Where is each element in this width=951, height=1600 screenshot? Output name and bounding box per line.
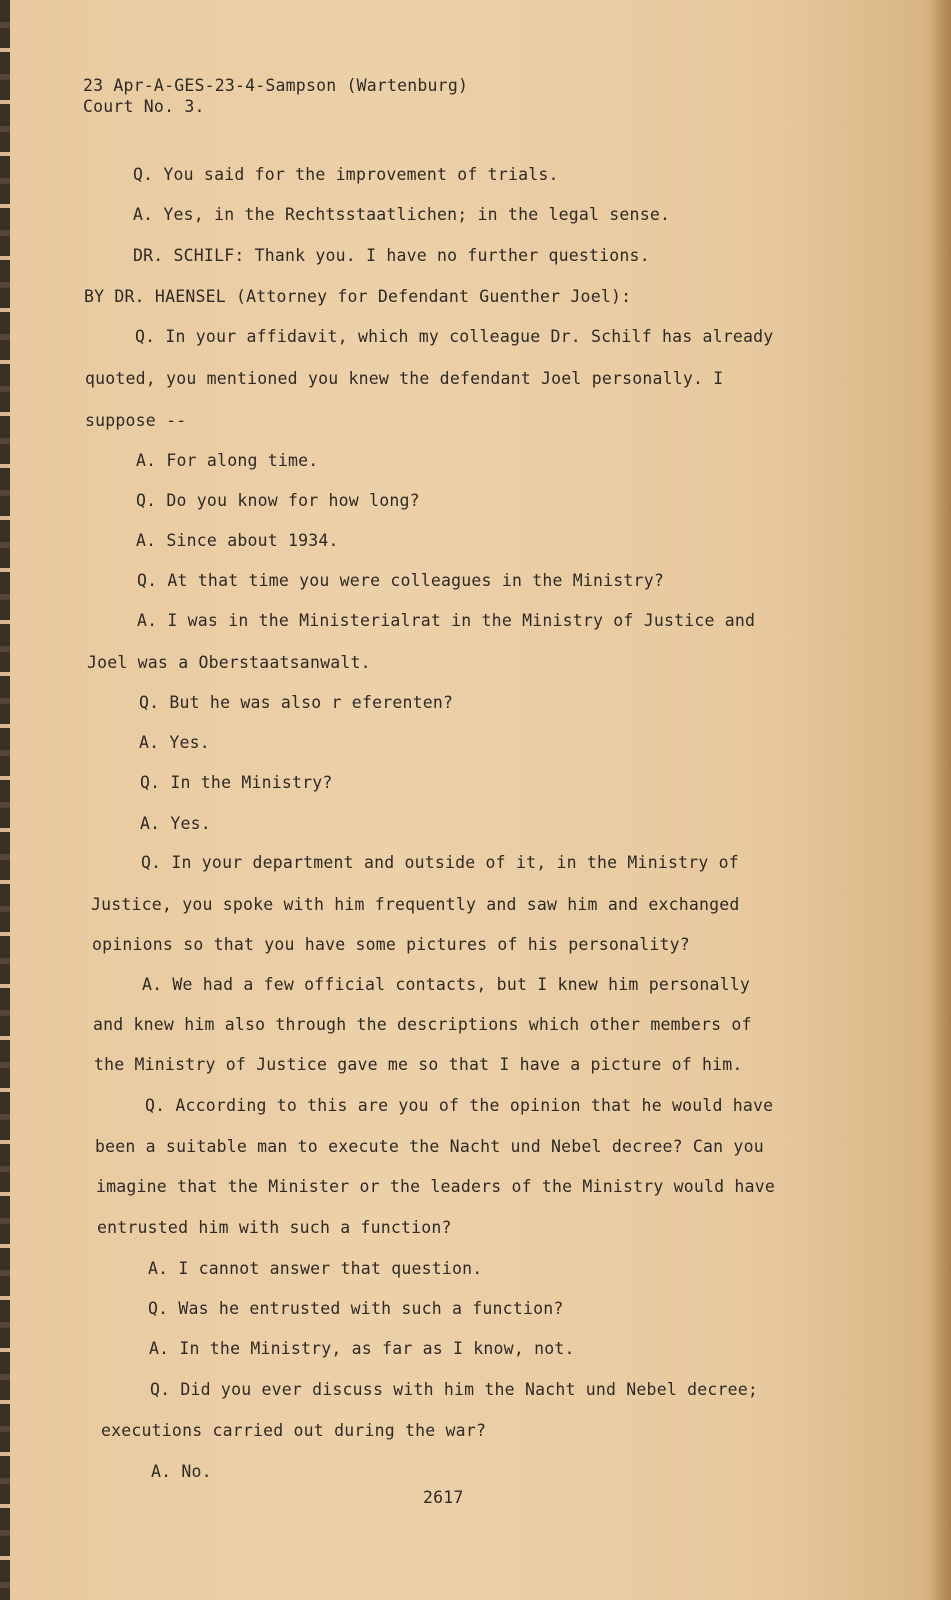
transcript-line: opinions so that you have some pictures of his personality? [92,935,690,954]
transcript-line: A. No. [151,1462,212,1481]
transcript-line: Q. But he was also r eferenten? [139,693,454,712]
transcript-line: Q. In your affidavit, which my colleague Dr. Schilf has already [135,327,774,346]
transcript-line: A. I cannot answer that question. [148,1259,483,1278]
transcript-line: Q. In the Ministry? [140,773,333,792]
transcript-line: Q. Do you know for how long? [136,491,420,510]
transcript-line: Q. At that time you were colleagues in the Ministry? [137,571,664,590]
transcript-line: A. Yes. [139,733,210,752]
transcript-line: imagine that the Minister or the leaders of the Ministry would have [96,1177,775,1196]
header-court: Court No. 3. [83,97,205,116]
transcript-line: suppose -- [85,411,187,430]
transcript-line: A. We had a few official contacts, but I knew him personally [142,975,751,994]
binding-edge [0,0,10,1600]
transcript-line: Q. Did you ever discuss with him the Nacht und Nebel decree; [150,1380,759,1399]
transcript-line: Justice, you spoke with him frequently and saw him and exchanged [91,895,740,914]
page-edge-shadow [929,0,951,1600]
transcript-line: Q. You said for the improvement of trials. [133,165,559,184]
transcript-line: A. I was in the Ministerialrat in the Ministry of Justice and [137,611,756,630]
transcript-line: A. Yes, in the Rechtsstaatlichen; in the legal sense. [133,205,671,224]
transcript-line: A. In the Ministry, as far as I know, not. [149,1339,575,1358]
transcript-line: BY DR. HAENSEL (Attorney for Defendant Guenther Joel): [84,287,632,306]
transcript-line: executions carried out during the war? [101,1421,487,1440]
transcript-line: A. For along time. [136,451,319,470]
transcript-line: Q. In your department and outside of it, in the Ministry of [141,853,739,872]
transcript-line: A. Since about 1934. [136,531,339,550]
page-number: 2617 [423,1488,464,1507]
transcript-line: and knew him also through the descriptions which other members of [93,1015,752,1034]
transcript-line: entrusted him with such a function? [97,1218,452,1237]
transcript-line: quoted, you mentioned you knew the defendant Joel personally. I [85,369,724,388]
transcript-line: Joel was a Oberstaatsanwalt. [87,653,371,672]
header-docket: 23 Apr-A-GES-23-4-Sampson (Wartenburg) [83,76,469,95]
transcript-line: the Ministry of Justice gave me so that I have a picture of him. [94,1055,743,1074]
transcript-line: been a suitable man to execute the Nacht und Nebel decree? Can you [95,1137,764,1156]
transcript-line: Q. According to this are you of the opinion that he would have [145,1096,774,1115]
transcript-line: DR. SCHILF: Thank you. I have no further questions. [133,246,650,265]
transcript-line: Q. Was he entrusted with such a function? [148,1299,564,1318]
transcript-line: A. Yes. [140,814,211,833]
